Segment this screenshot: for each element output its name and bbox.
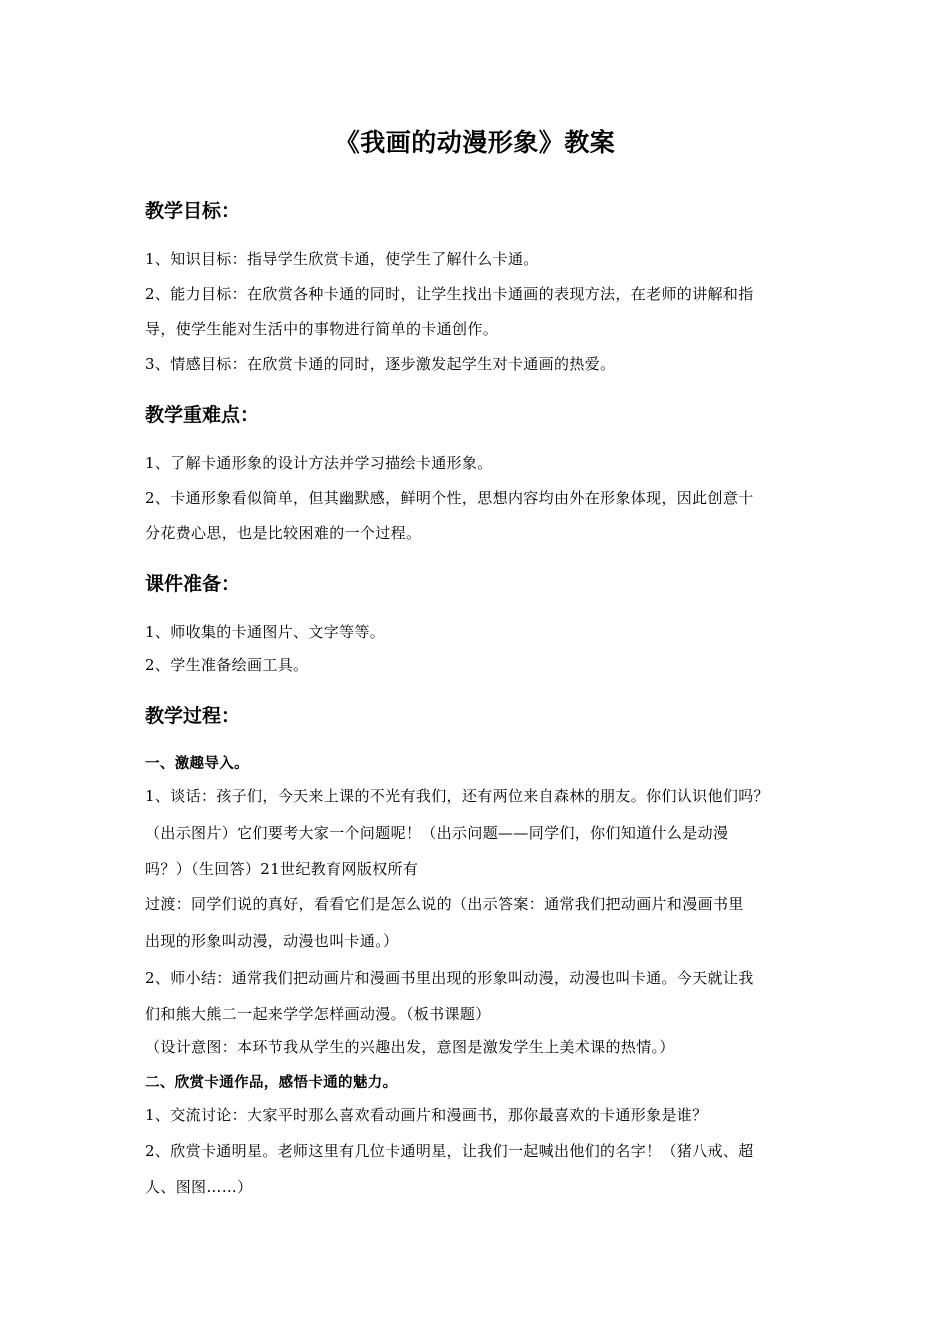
process-part1-line: （出示图片）它们要考大家一个问题呢！（出示问题——同学们，你们知道什么是动漫 (145, 824, 729, 842)
objectives-line: 3、情感目标：在欣赏卡通的同时，逐步激发起学生对卡通画的热爱。 (145, 355, 616, 373)
process-part2-line: 1、交流讨论：大家平时那么喜欢看动画片和漫画书，那你最喜欢的卡通形象是谁？ (145, 1106, 708, 1124)
objectives-line: 1、知识目标：指导学生欣赏卡通，使学生了解什么卡通。 (145, 250, 539, 268)
preparation-line: 1、师收集的卡通图片、文字等等。 (145, 623, 386, 641)
objectives-heading: 教学目标： (145, 200, 241, 222)
objectives-line: 导，使学生能对生活中的事物进行简单的卡通创作。 (145, 320, 499, 338)
process-part1-line: 过渡：同学们说的真好，看看它们是怎么说的（出示答案：通常我们把动画片和漫画书里 (145, 895, 744, 913)
process-part1-line: 们和熊大熊二一起来学学怎样画动漫。（板书课题） (145, 1005, 491, 1023)
process-part2-line: 人、图图……） (145, 1178, 253, 1196)
process-part1-line: 出现的形象叫动漫，动漫也叫卡通。） (145, 932, 399, 950)
process-part1-line: 2、师小结：通常我们把动画片和漫画书里出现的形象叫动漫，动漫也叫卡通。今天就让我 (145, 969, 754, 987)
process-part1-line: （设计意图：本环节我从学生的兴趣出发，意图是激发学生上美术课的热情。） (145, 1038, 675, 1056)
process-heading: 教学过程： (145, 705, 241, 727)
key-points-line: 分花费心思，也是比较困难的一个过程。 (145, 524, 422, 542)
key-points-line: 1、了解卡通形象的设计方法并学习描绘卡通形象。 (145, 454, 493, 472)
preparation-heading: 课件准备： (145, 573, 241, 595)
key-points-line: 2、卡通形象看似简单，但其幽默感，鲜明个性，思想内容均由外在形象体现，因此创意十 (145, 489, 754, 507)
process-part2-line: 2、欣赏卡通明星。老师这里有几位卡通明星，让我们一起喊出他们的名字！（猪八戒、超 (145, 1142, 754, 1160)
process-part2-title: 二、欣赏卡通作品，感悟卡通的魅力。 (145, 1075, 398, 1091)
document-title: 《我画的动漫形象》教案 (334, 128, 616, 157)
process-part1-line: 1、谈话：孩子们，今天来上课的不光有我们，还有两位来自森林的朋友。你们认识他们吗？ (145, 787, 769, 805)
process-part1-title: 一、激趣导入。 (145, 756, 249, 772)
objectives-line: 2、能力目标：在欣赏各种卡通的同时，让学生找出卡通画的表现方法，在老师的讲解和指 (145, 285, 754, 303)
process-part1-line: 吗？）（生回答）21世纪教育网版权所有 (145, 860, 419, 878)
key-points-heading: 教学重难点： (145, 404, 260, 426)
preparation-line: 2、学生准备绘画工具。 (145, 656, 309, 674)
